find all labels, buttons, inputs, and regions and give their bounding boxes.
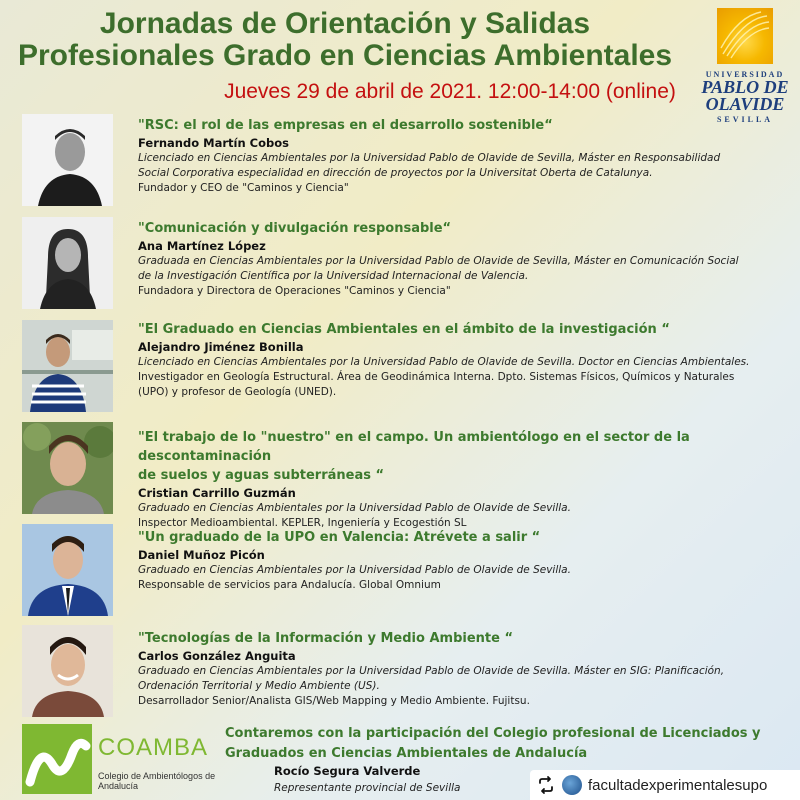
speaker-description: Licenciado en Ciencias Ambientales por la Universidad Pablo de Olavide de Sevilla. Doctor en Ciencias Ambientales. — [138, 356, 750, 368]
speaker-photo — [22, 217, 113, 309]
repost-badge[interactable] — [530, 770, 800, 800]
talk-title: "El Graduado en Ciencias Ambientales en el ámbito de la investigación “ — [138, 322, 670, 337]
speaker-description: Graduado en Ciencias Ambientales por la Universidad Pablo de Olavide de Sevilla. — [138, 502, 571, 514]
coamba-subtitle: Colegio de Ambientólogos de Andalucía — [98, 771, 216, 791]
speaker-info — [138, 320, 788, 400]
coamba-announcement — [225, 724, 785, 764]
talk-title: "RSC: el rol de las empresas en el desarrollo sostenible“ — [138, 118, 553, 133]
talk-title-continued: de suelos y aguas subterráneas “ — [138, 468, 385, 483]
logo-name-line-2: OLAVIDE — [705, 94, 785, 114]
speaker-role: (UPO) y profesor de Geología (UNED). — [138, 386, 337, 398]
coamba-representative-name: Rocío Segura Valverde — [274, 764, 421, 778]
account-handle[interactable]: facultadexperimentalesupo — [588, 776, 768, 794]
speaker-description: de la Investigación Científica por la Universidad Internacional de Valencia. — [138, 270, 529, 282]
logo-city-text: SEVILLA — [716, 115, 774, 124]
speaker-name: Alejandro Jiménez Bonilla — [138, 340, 304, 354]
coamba-representative-role: Representante provincial de Sevilla — [274, 782, 461, 794]
speaker-photo — [22, 320, 113, 412]
coamba-line-2: Graduados en Ciencias Ambientales de Andalucía — [225, 746, 588, 761]
speaker-description: Graduado en Ciencias Ambientales por la Universidad Pablo de Olavide de Sevilla. — [138, 564, 571, 576]
page-title — [0, 8, 690, 72]
speaker-photo — [22, 422, 113, 514]
speaker-name: Daniel Muñoz Picón — [138, 548, 265, 562]
speaker-name: Cristian Carrillo Guzmán — [138, 486, 296, 500]
logo-top-text: UNIVERSIDAD — [705, 70, 785, 79]
speaker-photo — [22, 625, 113, 717]
speaker-photo — [22, 114, 113, 206]
coamba-wordmark: COAMBA — [98, 734, 209, 761]
speaker-info — [138, 528, 788, 593]
speaker-role: Inspector Medioambiental. KEPLER, Ingeniería y Ecogestión SL — [138, 517, 467, 529]
coamba-emblem-icon — [22, 724, 92, 794]
sun-emblem-icon — [717, 8, 773, 64]
speaker-description: Graduada en Ciencias Ambientales por la Universidad Pablo de Olavide de Sevilla, Máster en Comunicación Social — [138, 255, 739, 267]
speaker-info — [138, 116, 788, 196]
speaker-photo — [22, 524, 113, 616]
speaker-role: Investigador en Geología Estructural. Área de Geodinámica Interna. Dpto. Sistemas Físicos, Químicos y Naturales — [138, 371, 735, 383]
speaker-role: Desarrollador Senior/Analista GIS/Web Mapping y Medio Ambiente. Fujitsu. — [138, 695, 530, 707]
speaker-description: Ordenación Territorial y Medio Ambiente (US). — [138, 680, 380, 692]
speaker-info — [138, 219, 788, 299]
university-logo — [700, 8, 790, 126]
talk-title: "El trabajo de lo "nuestro" en el campo. Un ambientólogo en el sector de la descontaminación — [138, 430, 690, 464]
talk-title: "Comunicación y divulgación responsable“ — [138, 221, 452, 236]
talk-title: "Tecnologías de la Información y Medio Ambiente “ — [138, 631, 514, 646]
speaker-info — [138, 629, 788, 709]
coamba-logo — [22, 724, 242, 794]
account-avatar[interactable] — [562, 775, 582, 795]
speaker-role: Responsable de servicios para Andalucía. Global Omnium — [138, 579, 441, 591]
speaker-description: Graduado en Ciencias Ambientales por la Universidad Pablo de Olavide de Sevilla. Máster en SIG: Planificación, — [138, 665, 725, 677]
talk-title: "Un graduado de la UPO en Valencia: Atrévete a salir “ — [138, 530, 541, 545]
logo-name-line-1: PABLO DE — [701, 77, 789, 97]
speaker-role: Fundadora y Directora de Operaciones "Caminos y Ciencia" — [138, 285, 451, 297]
speaker-name: Carlos González Anguita — [138, 649, 296, 663]
speaker-name: Ana Martínez López — [138, 239, 266, 253]
title-line-1: Jornadas de Orientación y Salidas — [99, 7, 591, 40]
repost-icon — [536, 775, 556, 795]
speaker-description: Social Corporativa especialidad en dirección de proyectos por la Universitat Oberta de Catalunya. — [138, 167, 653, 179]
speaker-role: Fundador y CEO de "Caminos y Ciencia" — [138, 182, 349, 194]
speaker-name: Fernando Martín Cobos — [138, 136, 289, 150]
title-line-2: Profesionales Grado en Ciencias Ambientales — [17, 39, 673, 72]
speaker-description: Licenciado en Ciencias Ambientales por la Universidad Pablo de Olavide de Sevilla, Máster en Responsabilidad — [138, 152, 721, 164]
event-date: Jueves 29 de abril de 2021. 12:00-14:00 (online) — [224, 80, 676, 103]
speaker-info — [138, 428, 788, 531]
coamba-line-1: Contaremos con la participación del Colegio profesional de Licenciados y — [225, 726, 761, 741]
